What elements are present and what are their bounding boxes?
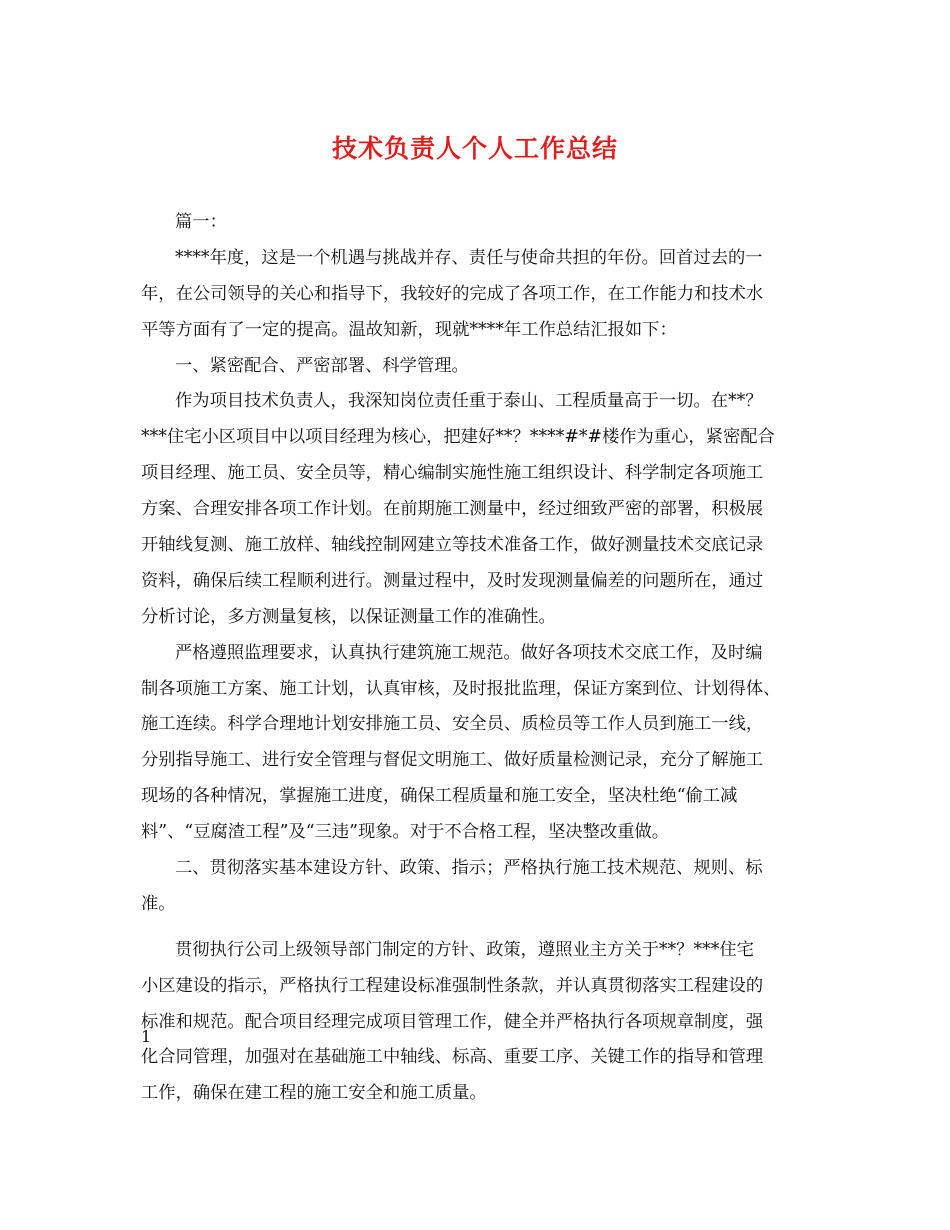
section-heading: 二、贯彻落实基本建设方针、政策、指示；严格执行施工技术规范、规则、标: [175, 858, 763, 879]
section-label: 篇一：: [175, 212, 227, 232]
paragraph-line: 年，在公司领导的关心和指导下，我较好的完成了各项工作，在工作能力和技术水: [141, 283, 764, 304]
paragraph-line: 分析讨论，多方测量复核，以保证测量工作的准确性。: [141, 606, 556, 627]
paragraph-line: 分别指导施工、进行安全管理与督促文明施工、做好质量检测记录，充分了解施工: [141, 750, 764, 771]
paragraph-line: 小区建设的指示，严格执行工程建设标准强制性条款，并认真贯彻落实工程建设的: [141, 975, 764, 996]
paragraph-line: ****年度，这是一个机遇与挑战并存、责任与使命共担的年份。回首过去的一: [175, 247, 763, 268]
paragraph-line: 标准和规范。配合项目经理完成项目管理工作，健全并严格执行各项规章制度，强: [141, 1011, 764, 1032]
paragraph-line: ***住宅小区项目中以项目经理为核心，把建好**？****#*#楼作为重心，紧密配合: [141, 427, 775, 448]
paragraph-line: 资料，确保后续工程顺利进行。测量过程中，及时发现测量偏差的问题所在，通过: [141, 570, 764, 591]
paragraph-line: 平等方面有了一定的提高。温故知新，现就****年工作总结汇报如下：: [141, 319, 677, 340]
document-title: 技术负责人个人工作总结: [331, 134, 618, 163]
section-heading: 一、紧密配合、严密部署、科学管理。: [175, 355, 469, 376]
paragraph-line: 制各项施工方案、施工计划，认真审核，及时报批监理，保证方案到位、计划得体、: [141, 678, 781, 699]
paragraph-line: 作为项目技术负责人，我深知岗位责任重于泰山、工程质量高于一切。在**？: [175, 391, 763, 412]
paragraph-line: 施工连续。科学合理地计划安排施工员、安全员、质检员等工作人员到施工一线，: [141, 714, 764, 735]
section-heading: 准。: [141, 893, 176, 914]
paragraph-line: 现场的各种情况，掌握施工进度，确保工程质量和施工安全，坚决杜绝“偷工减: [141, 786, 738, 807]
paragraph-line: 贯彻执行公司上级领导部门制定的方针、政策，遵照业主方关于**？***住宅: [175, 939, 754, 960]
paragraph-line: 化合同管理，加强对在基础施工中轴线、标高、重要工序、关键工作的指导和管理: [141, 1047, 764, 1068]
paragraph-line: 项目经理、施工员、安全员等，精心编制实施性施工组织设计、科学制定各项施工: [141, 463, 764, 484]
paragraph-line: 料”、“豆腐渣工程”及“三违”现象。对于不合格工程，坚决整改重做。: [141, 822, 670, 843]
paragraph-line: 开轴线复测、施工放样、轴线控制网建立等技术准备工作，做好测量技术交底记录: [141, 535, 764, 556]
paragraph-line: 严格遵照监理要求，认真执行建筑施工规范。做好各项技术交底工作，及时编: [175, 642, 763, 663]
page-number: 1: [141, 1027, 152, 1046]
document-body: [141, 205, 825, 1112]
paragraph-line: 方案、合理安排各项工作计划。在前期施工测量中，经过细致严密的部署，积极展: [141, 499, 764, 520]
paragraph-line: 工作，确保在建工程的施工安全和施工质量。: [141, 1083, 487, 1104]
